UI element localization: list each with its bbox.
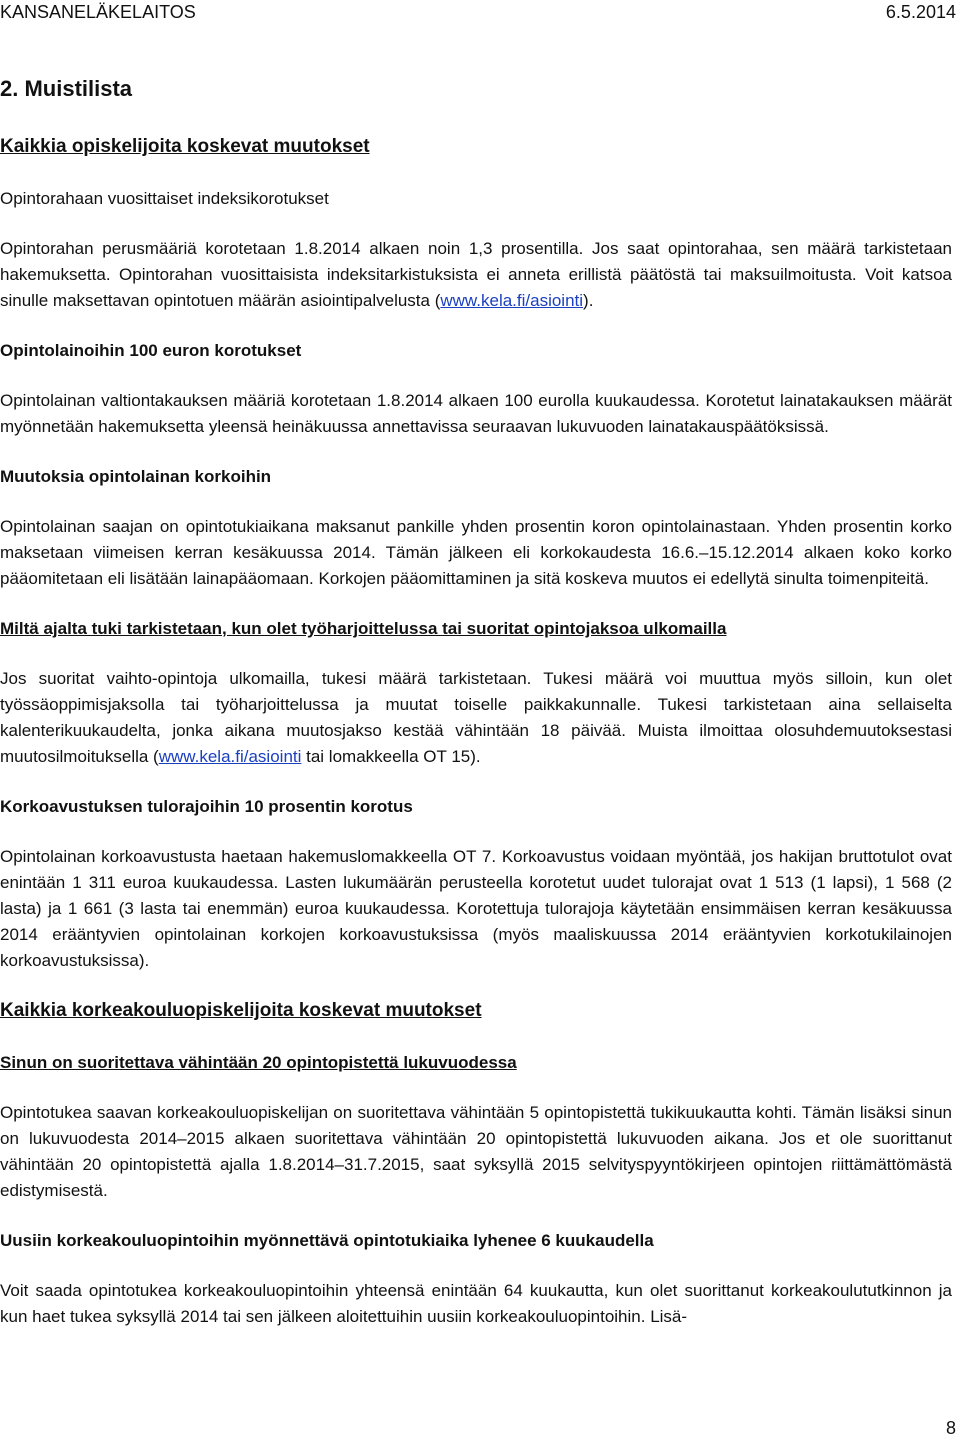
paragraph-support-months: Voit saada opintotukea korkeakouluopintoihin yhteensä enintään 64 kuukautta, kun olet suorittanut korkeakoulututkinnon ja kun haet tukea syksyllä 2014 tai sen jälkeen aloitettuihin uusiin korkeakouluopintoihin. Lisä- (0, 1281, 952, 1326)
paragraph-abroad: Jos suoritat vaihto-opintoja ulkomailla, tukesi määrä tarkistetaan. Tukesi määrä voi muuttua myös silloin, kun olet työssäoppimisjaksolla tai työharjoittelussa ja muutat toiselle paikkakunnalle. Tukesi tarkistetaan aina sellaiselta kalenterikuukaudelta, jonka aikana muutosjakso kestää vähintään 18 päivää. Muista ilmoittaa olosuhdemuutoksestasi muutosilmoituksella (www.kela.fi/asiointi tai lomakkeella OT 15). (0, 669, 952, 766)
page-header (0, 2, 960, 26)
page-number: 8 (945, 1418, 956, 1438)
heading-all-students: Kaikkia opiskelijoita koskevat muutokset (0, 136, 370, 157)
heading-abroad: Miltä ajalta tuki tarkistetaan, kun olet työharjoittelussa tai suoritat opintojaksoa ulkomailla (0, 619, 727, 638)
asiointi-link[interactable]: www.kela.fi/asiointi (440, 291, 584, 310)
document-body (0, 74, 952, 1354)
paragraph-loan-increases: Opintolainan valtiontakauksen määriä korotetaan 1.8.2014 alkaen 100 eurolla kuukaudessa. Korotetut lainatakauksen määrät myönnetään hakemuksetta yleensä heinäkuussa annettavissa seuraavan lukuvuoden lainatakauspäätöksissä. (0, 391, 952, 436)
heading-index-increases: Opintorahaan vuosittaiset indeksikorotukset (0, 189, 329, 208)
heading-loan-increases: Opintolainoihin 100 euron korotukset (0, 341, 302, 360)
section-title: 2. Muistilista (0, 76, 133, 101)
heading-higher-education: Kaikkia korkeakouluopiskelijoita koskevat muutokset (0, 1000, 482, 1021)
paragraph-index-increases: Opintorahan perusmääriä korotetaan 1.8.2014 alkaen noin 1,3 prosentilla. Jos saat opintorahaa, sen määrä tarkistetaan hakemuksetta. Opintorahan vuosittaisista indeksitarkistuksista ei anneta erillistä päätöstä tai maksuilmoitusta. Voit katsoa sinulle maksettavan opintotuen määrän asiointipalvelusta (www.kela.fi/asiointi). (0, 239, 952, 310)
paragraph-interest-changes: Opintolainan saajan on opintotukiaikana maksanut pankille yhden prosentin koron opintolainastaan. Yhden prosentin korko maksetaan viimeisen kerran kesäkuussa 2014. Tämän jälkeen eli korkokaudesta 16.6.–15.12.2014 alkaen koko korko pääomitetaan eli lisätään lainapääomaan. Korkojen pääomittaminen ja sitä koskeva muutos ei edellytä sinulta toimenpiteitä. (0, 517, 952, 588)
header-date: 6.5.2014 (885, 2, 956, 22)
paragraph-interest-subsidy: Opintolainan korkoavustusta haetaan hakemuslomakkeella OT 7. Korkoavustus voidaan myöntää, jos hakijan bruttotulot ovat enintään 1 311 euroa kuukaudessa. Lasten lukumäärän perusteella korotetut uudet tulorajat ovat 1 513 (1 lapsi), 1 568 (2 lasta) ja 1 661 (3 lasta tai enemmän) euroa kuukaudessa. Korotettuja tulorajoja käytetään ensimmäisen kerran kesäkuussa 2014 erääntyvien opintolainan korkojen korkoavustuksissa (myös maaliskuussa 2014 erääntyvien korkotukilainojen korkoavustuksissa). (0, 847, 952, 970)
heading-support-months: Uusiin korkeakouluopintoihin myönnettävä opintotukiaika lyhenee 6 kuukaudella (0, 1231, 654, 1250)
paragraph-credits: Opintotukea saavan korkeakouluopiskelijan on suoritettava vähintään 5 opintopistettä tukikuukautta kohti. Tämän lisäksi sinun on lukuvuodesta 2014–2015 alkaen suoritettava vähintään 20 opintopistettä lukuvuoden aikana. Jos et ole suorittanut vähintään 20 opintopistettä ajalla 1.8.2014–31.7.2015, saat syksyllä 2015 selvityspyyntökirjeen opintojen riittämättömästä edistymisestä. (0, 1103, 952, 1200)
header-organization: KANSANELÄKELAITOS (0, 2, 196, 22)
asiointi-link-2[interactable]: www.kela.fi/asiointi (158, 747, 302, 766)
heading-interest-changes: Muutoksia opintolainan korkoihin (0, 467, 272, 486)
heading-credits: Sinun on suoritettava vähintään 20 opintopistettä lukuvuodessa (0, 1053, 517, 1072)
heading-interest-subsidy: Korkoavustuksen tulorajoihin 10 prosentin korotus (0, 797, 413, 816)
